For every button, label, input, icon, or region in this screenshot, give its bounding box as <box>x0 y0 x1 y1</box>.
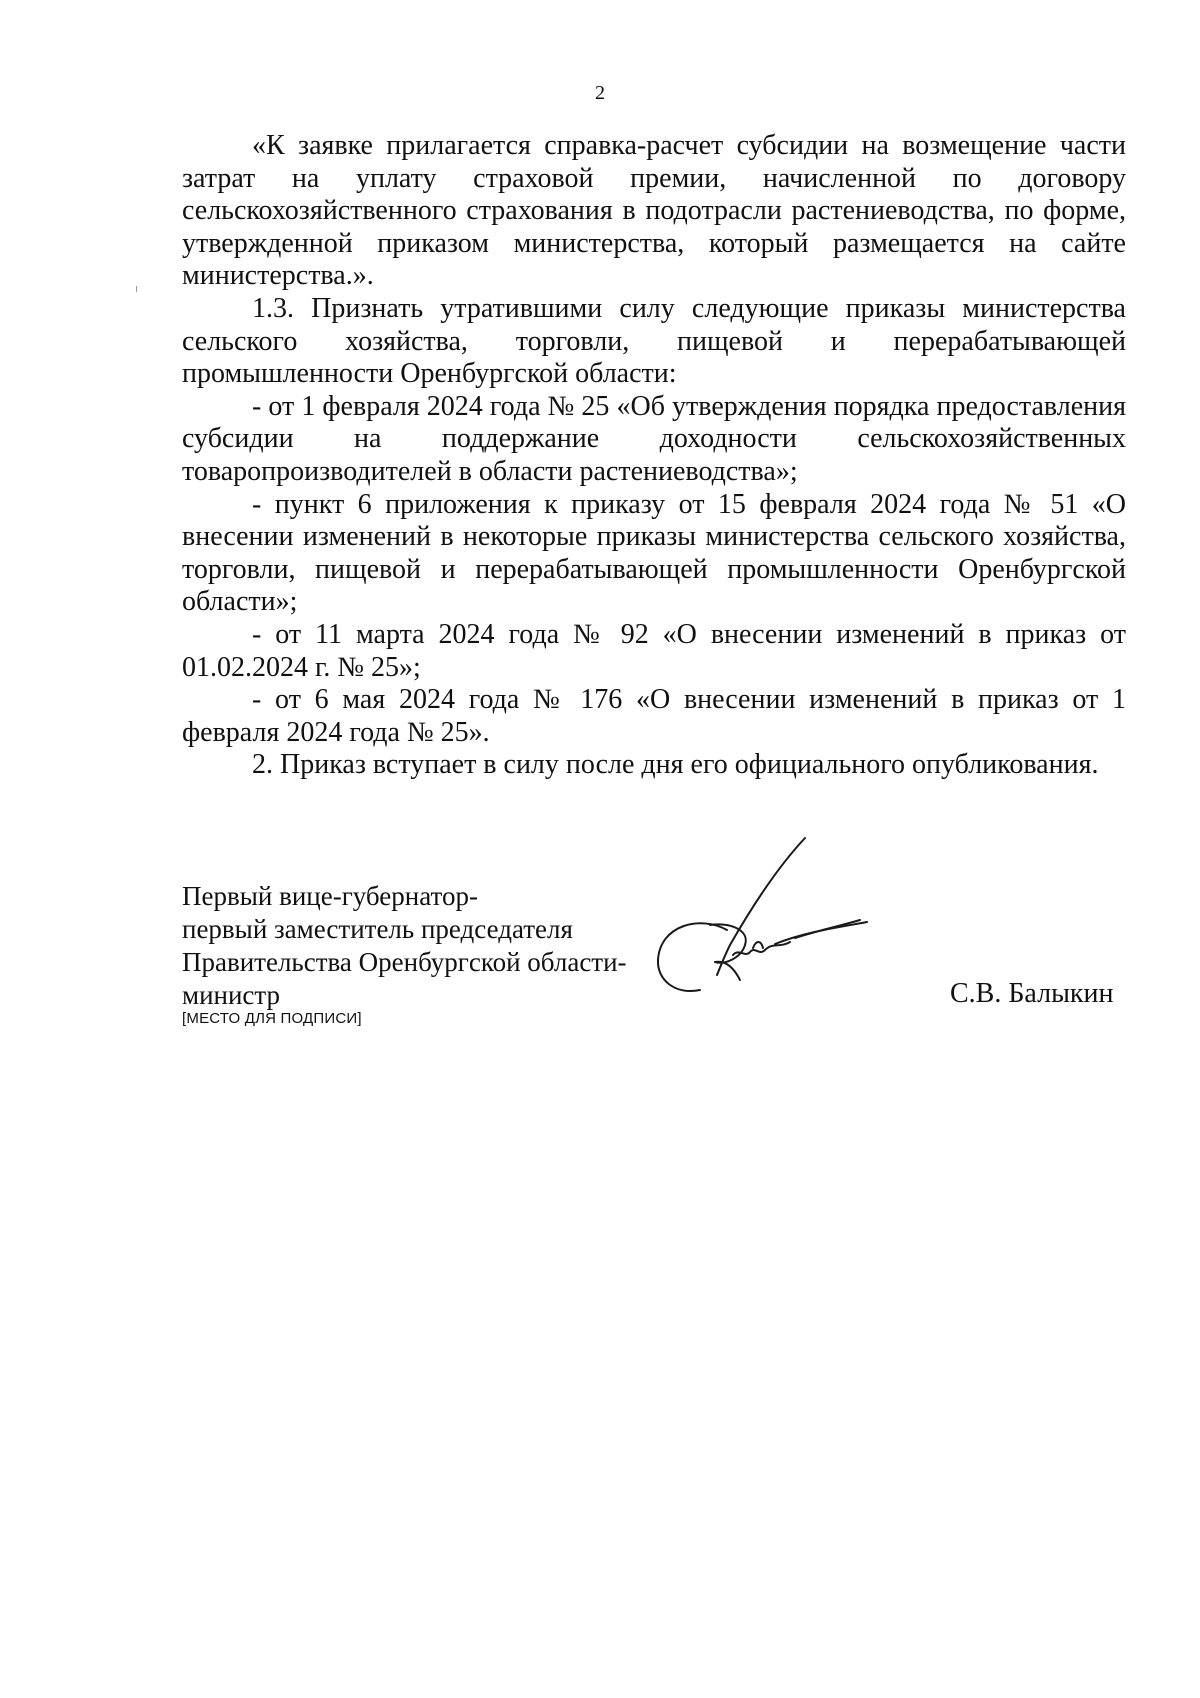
paragraph-item-1-3: 1.3. Признать утратившими силу следующие приказы министерства сельского хозяйства, торговли, пищевой и перерабатывающей промышленности Оренбургской области: <box>182 292 1126 390</box>
position-line: первый заместитель председателя <box>182 914 573 944</box>
position-line: министр <box>182 980 281 1010</box>
position-line: Первый вице-губернатор- <box>182 881 478 911</box>
page-number: 2 <box>595 82 605 104</box>
paragraph-item-2: 2. Приказ вступает в силу после дня его официального опубликования. <box>252 749 1099 781</box>
paragraph-attachment-note: «К заявке прилагается справка-расчет субсидии на возмещение части затрат на уплату страховой премии, начисленной по договору сельскохозяйственного страхования в подотрасли растениеводства, по форме, утвержденной приказом министерства, который размещается на сайте министерства.». <box>182 130 1126 292</box>
margin-mark <box>136 286 137 292</box>
list-item-order-92: - от 11 марта 2024 года № 92 «О внесении изменений в приказ от 01.02.2024 г. № 25»; <box>182 618 1126 683</box>
signatory-position <box>182 880 627 1012</box>
position-line: Правительства Оренбургской области- <box>182 947 627 977</box>
handwritten-signature <box>655 830 895 1010</box>
list-item-order-51: - пункт 6 приложения к приказу от 15 февраля 2024 года № 51 «О внесении изменений в некоторые приказы министерства сельского хозяйства, торговли, пищевой и перерабатывающей промышленности Оренбургской области»; <box>182 488 1126 618</box>
signature-placeholder: [МЕСТО ДЛЯ ПОДПИСИ] <box>182 1010 362 1027</box>
document-body <box>182 130 1126 782</box>
list-item-order-25: - от 1 февраля 2024 года № 25 «Об утверждения порядка предоставления субсидии на поддержание доходности сельскохозяйственных товаропроизводителей в области растениеводства»; <box>182 390 1126 487</box>
list-item-order-176: - от 6 мая 2024 года № 176 «О внесении изменений в приказ от 1 февраля 2024 года № 25». <box>182 684 1126 748</box>
signatory-name: С.В. Балыкин <box>950 978 1114 1009</box>
